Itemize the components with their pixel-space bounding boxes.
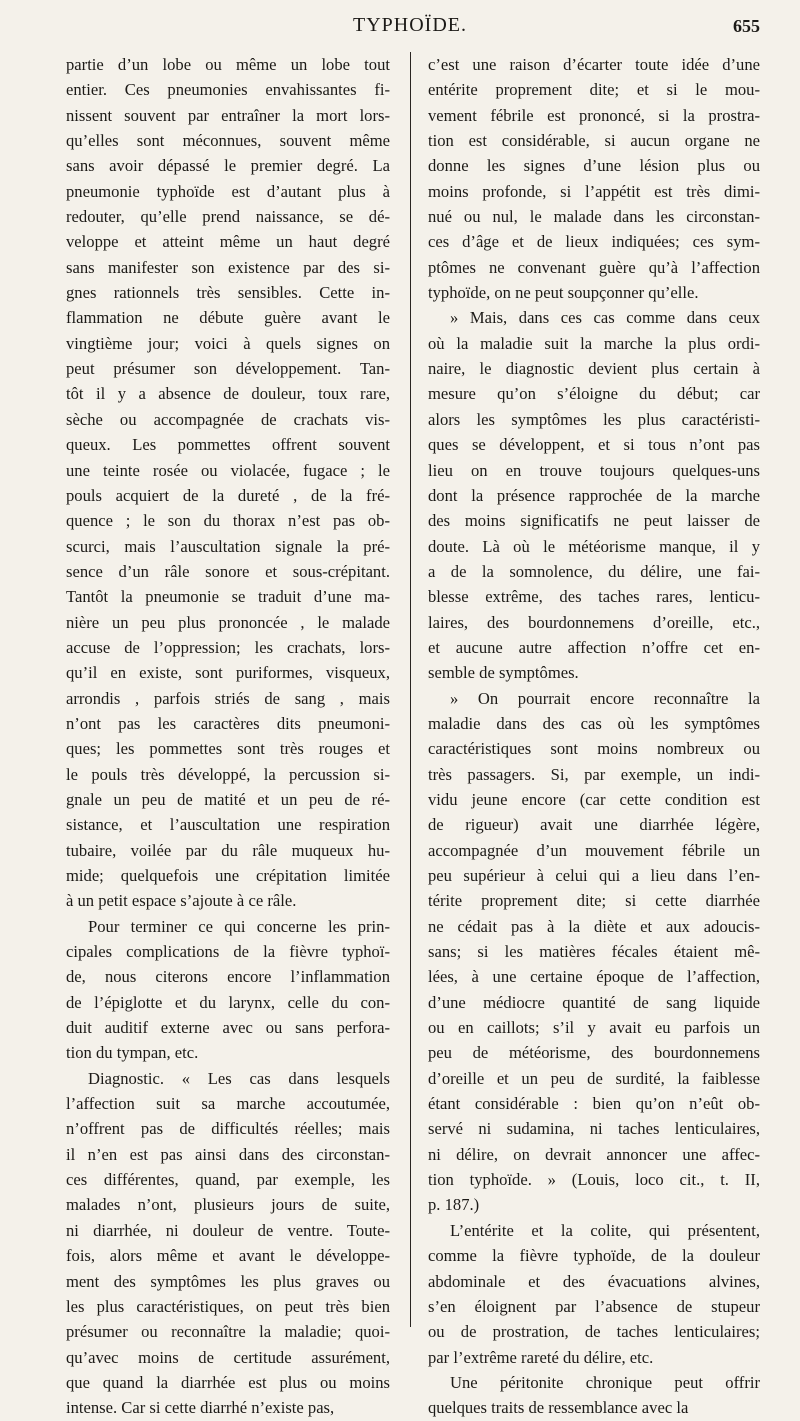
text-line: quelques traits de ressemblance avec la (428, 1398, 689, 1418)
text-line: arrondis , parfois striés de sang , mais (66, 688, 390, 708)
text-line: duit auditif externe avec ou sans perfora- (66, 1018, 390, 1038)
text-line: tion typhoïde. » (Louis, loco cit., t. II, (428, 1170, 760, 1190)
text-line: a de la somnolence, du délire, une fai- (428, 561, 760, 581)
text-line: quence ; le son du thorax n’est pas ob- (66, 511, 390, 531)
text-line: malades n’ont, plusieurs jours de suite, (66, 1195, 390, 1215)
text-line: gnes rationnels très sensibles. Cette in- (66, 283, 390, 303)
text-line: tubaire, voilée par du râle muqueux hu- (66, 840, 390, 860)
text-line: accuse de l’oppression; les crachats, lors- (66, 637, 390, 657)
text-line: sans manifester son existence par des si- (66, 257, 390, 277)
text-line: » Mais, dans ces cas comme dans ceux (450, 308, 760, 328)
text-line: Tantôt la pneumonie se traduit d’une ma- (66, 587, 390, 607)
text-line: de, nous citerons encore l’inflammation (66, 967, 390, 987)
text-line: de l’épiglotte et du larynx, celle du con- (66, 992, 390, 1012)
text-line: ques; les pommettes sont très rouges et (66, 739, 390, 759)
text-line: peu de météorisme, des bourdonnemens (428, 1043, 760, 1063)
text-line: l’affection suit sa marche accoutumée, (66, 1094, 390, 1114)
text-line: qu’avec moins de certitude assurément, (66, 1347, 390, 1367)
text-line: tion du tympan, etc. (66, 1043, 199, 1063)
running-title: TYPHOÏDE. (353, 14, 467, 36)
text-line: pouls acquiert de la dureté , de la fré- (66, 485, 390, 505)
text-line: très passagers. Si, par exemple, un indi- (428, 764, 760, 784)
text-line: typhoïde, on ne peut soupçonner qu’elle. (428, 283, 699, 303)
text-line: à un petit espace s’ajoute à ce râle. (66, 891, 297, 911)
text-line: vidu jeune encore (car cette condition est (428, 789, 760, 809)
text-line: accompagnée d’un mouvement fébrile un (428, 840, 760, 860)
text-line: Diagnostic. « Les cas dans lesquels (88, 1068, 390, 1088)
text-line: laires, des bourdonnemens d’oreille, etc., (428, 612, 760, 632)
text-line: ces d’âge et de lieux indiquées; ces sym- (428, 232, 760, 252)
text-line: abdominale et des évacuations alvines, (428, 1271, 760, 1291)
text-line: naire, le diagnostic devient plus certain à (428, 359, 760, 379)
text-line: d’oreille et un peu de surdité, la faiblesse (428, 1068, 760, 1088)
text-line: sistance, et l’auscultation une respiration (66, 815, 390, 835)
text-line: des moins significatifs ne peut laisser de (428, 511, 760, 531)
text-line: vingtième jour; voici à quels signes on (66, 333, 390, 353)
text-line: où la maladie suit la marche la plus ordi- (428, 333, 760, 353)
text-line: et aucune autre affection n’offre cet en- (428, 637, 760, 657)
text-line: ment des symptômes les plus graves ou (66, 1271, 390, 1291)
text-line: moins profonde, si l’appétit est très dimi- (428, 181, 760, 201)
text-line: s’en éloignent par l’absence de stupeur (428, 1296, 760, 1316)
text-line: peut présumer son développement. Tan- (66, 359, 390, 379)
text-line: ou de prostration, de taches lenticulaires; (428, 1322, 760, 1342)
text-line: il n’en est pas ainsi dans des circonstan- (66, 1144, 390, 1164)
text-line: c’est une raison d’écarter toute idée d’une (428, 55, 760, 74)
text-line: n’ont pas les caractères dits pneumoni- (66, 713, 390, 733)
text-line: alors les symptômes les plus caractéristi- (428, 409, 760, 429)
text-line: maladie dans des cas où les symptômes (428, 713, 760, 733)
text-line: une teinte rosée ou violacée, fugace ; le (66, 460, 390, 480)
text-line: servé ni sudamina, ni taches lenticulaires, (428, 1119, 760, 1139)
text-line: lées, à une certaine époque de l’affection, (428, 967, 760, 987)
text-line: doute. Là où le météorisme manque, il y (428, 536, 760, 556)
text-line: p. 187.) (428, 1195, 480, 1215)
right-text-column (428, 52, 760, 1421)
text-line: nué ou nul, le malade dans les circonstan- (428, 207, 760, 227)
text-line: donne les signes d’une lésion plus ou (428, 156, 760, 176)
text-line: ni délire, on devrait annoncer une affec- (428, 1144, 760, 1164)
page-number: 655 (733, 16, 760, 36)
text-line: flammation ne débute guère avant le (66, 308, 390, 328)
text-line: blesse extrême, des taches rares, lenticu- (428, 587, 760, 607)
text-line: tion est considérable, si aucun organe ne (428, 131, 760, 151)
text-line: sans; si les matières fécales étaient mê- (428, 942, 760, 962)
text-line: queux. Les pommettes offrent souvent (66, 435, 390, 455)
text-line: veloppe et atteint même un haut degré (66, 232, 390, 252)
text-line: comme la fièvre typhoïde, de la douleur (428, 1246, 760, 1266)
text-line: de rigueur) avait une diarrhée légère, (428, 815, 760, 835)
left-text-column (66, 52, 390, 1421)
text-line: les plus caractéristiques, on peut très bien (66, 1296, 390, 1316)
text-line: ptômes ne convenant guère qu’à l’affection (428, 257, 760, 277)
text-line: ne cédait pas à la diète et aux adoucis- (428, 916, 760, 936)
text-line: L’entérite et la colite, qui présentent, (450, 1220, 760, 1240)
text-line: caractéristiques sont moins nombreux ou (428, 739, 760, 759)
text-line: le pouls très développé, la percussion si- (66, 764, 390, 784)
text-line: intense. Car si cette diarrhé n’existe pas, (66, 1398, 335, 1418)
text-line: pneumonie typhoïde est d’autant plus à (66, 181, 390, 201)
text-line: qu’elles sont méconnues, souvent même (66, 131, 390, 151)
text-line: ces différentes, quand, par exemple, les (66, 1170, 390, 1190)
page-header (60, 14, 760, 42)
text-line: n’offrent pas de difficultés réelles; mais (66, 1119, 390, 1139)
text-line: ou en caillots; s’il y avait eu parfois un (428, 1018, 760, 1038)
column-divider (410, 52, 411, 1327)
text-line: ques se développent, et si tous n’ont pas (428, 435, 760, 455)
text-line: sence d’un râle sonore et sous-crépitant. (66, 561, 390, 581)
text-line: mide; quelquefois une crépitation limitée (66, 866, 390, 885)
text-line: gnale un peu de matité et un peu de ré- (66, 789, 390, 809)
text-line: présumer ou reconnaître la maladie; quoi- (66, 1322, 390, 1342)
text-line: Pour terminer ce qui concerne les prin- (88, 916, 390, 936)
text-line: tôt il y a absence de douleur, toux rare, (66, 384, 390, 404)
text-line: fois, alors même et avant le développe- (66, 1246, 390, 1266)
text-line: scurci, mais l’auscultation signale la pré- (66, 536, 390, 556)
text-line: nissent souvent par entraîner la mort lors- (66, 105, 390, 125)
text-line: redouter, qu’elle prend naissance, se dé- (66, 207, 390, 227)
text-line: lieu on en trouve toujours quelques-uns (428, 460, 760, 480)
text-line: que quand la diarrhée est plus ou moins (66, 1372, 390, 1392)
text-line: peu supérieur à celui qui a lieu dans l’en- (428, 866, 760, 885)
text-line: vement fébrile est prononcé, si la prostra- (428, 105, 760, 125)
text-line: » On pourrait encore reconnaître la (450, 688, 760, 708)
text-line: mesure qu’on s’éloigne du début; car (428, 384, 760, 404)
text-line: entérite proprement dite; et si le mou- (428, 80, 760, 100)
text-line: Une péritonite chronique peut offrir (450, 1372, 760, 1392)
text-line: partie d’un lobe ou même un lobe tout (66, 55, 390, 74)
text-line: entier. Ces pneumonies envahissantes fi- (66, 80, 390, 100)
text-line: d’une médiocre quantité de sang liquide (428, 992, 760, 1012)
text-line: par l’extrême rareté du délire, etc. (428, 1347, 654, 1367)
text-line: térite proprement dite; si cette diarrhée (428, 891, 760, 911)
text-line: sèche ou accompagnée de crachats vis- (66, 409, 390, 429)
text-line: nière un peu plus prononcée , le malade (66, 612, 390, 632)
text-line: ni diarrhée, ni douleur de ventre. Toute- (66, 1220, 390, 1240)
text-line: semble de symptômes. (428, 663, 579, 683)
text-line: qu’il en existe, sont puriformes, visqueux, (66, 663, 390, 683)
text-line: dont la présence rapprochée de la marche (428, 485, 760, 505)
text-line: sans avoir dépassé le premier degré. La (66, 156, 390, 176)
text-line: cipales complications de la fièvre typhoï- (66, 942, 390, 962)
text-line: étant considérable : bien qu’on n’eût ob- (428, 1094, 760, 1114)
